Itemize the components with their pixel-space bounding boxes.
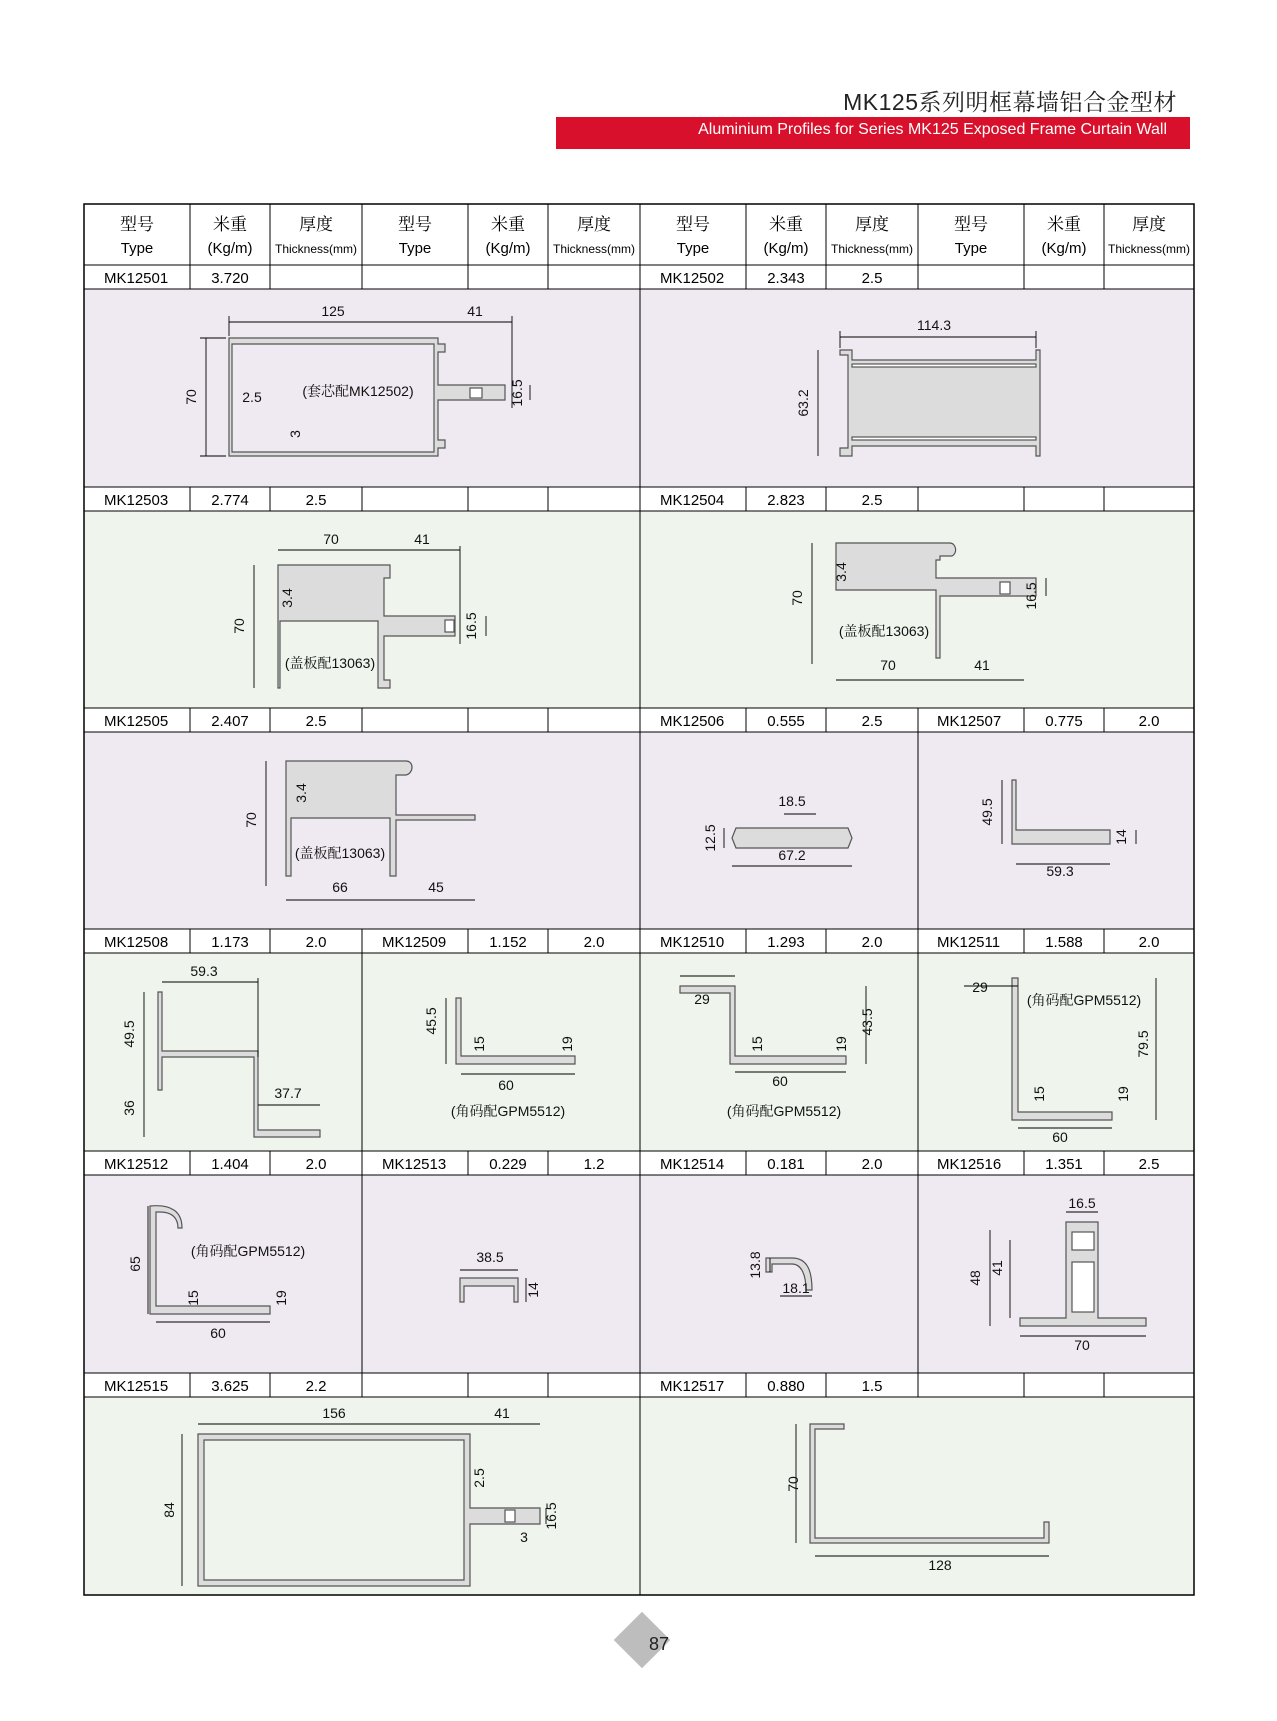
weight-cell: 1.152 bbox=[489, 934, 527, 951]
svg-text:79.5: 79.5 bbox=[1135, 1030, 1151, 1058]
type-cell: MK12513 bbox=[382, 1156, 447, 1173]
svg-text:60: 60 bbox=[1052, 1129, 1068, 1145]
svg-text:66: 66 bbox=[332, 879, 348, 895]
svg-text:41: 41 bbox=[494, 1405, 510, 1421]
type-cell: MK12516 bbox=[937, 1156, 1002, 1173]
svg-text:型号: 型号 bbox=[676, 215, 710, 234]
weight-cell: 1.293 bbox=[767, 934, 805, 951]
page-number: 87 bbox=[648, 1634, 670, 1654]
svg-text:84: 84 bbox=[161, 1502, 177, 1518]
thick-cell: 2.0 bbox=[1138, 934, 1160, 951]
thick-cell: 1.2 bbox=[583, 1156, 605, 1173]
weight-cell: 2.823 bbox=[767, 492, 805, 509]
svg-text:米重: 米重 bbox=[1047, 215, 1081, 234]
svg-text:米重: 米重 bbox=[213, 215, 247, 234]
thick-cell: 2.2 bbox=[305, 1378, 327, 1395]
svg-text:70: 70 bbox=[231, 618, 247, 634]
svg-text:19: 19 bbox=[1115, 1086, 1131, 1102]
weight-cell: 0.181 bbox=[767, 1156, 805, 1173]
svg-text:(Kg/m): (Kg/m) bbox=[1041, 240, 1087, 257]
svg-text:19: 19 bbox=[833, 1036, 849, 1052]
weight-cell: 1.588 bbox=[1045, 934, 1083, 951]
svg-text:19: 19 bbox=[559, 1036, 575, 1052]
svg-text:15: 15 bbox=[185, 1290, 201, 1306]
svg-text:70: 70 bbox=[243, 812, 259, 828]
svg-text:38.5: 38.5 bbox=[476, 1249, 504, 1265]
weight-cell: 0.555 bbox=[767, 713, 805, 730]
thick-cell: 2.0 bbox=[305, 934, 327, 951]
svg-text:48: 48 bbox=[967, 1270, 983, 1286]
section-backgrounds bbox=[84, 289, 1194, 1595]
svg-text:3: 3 bbox=[520, 1529, 528, 1545]
svg-text:16.5: 16.5 bbox=[463, 612, 479, 640]
weight-cell: 2.343 bbox=[767, 270, 805, 287]
svg-text:3: 3 bbox=[287, 430, 303, 438]
svg-text:(角码配GPM5512): (角码配GPM5512) bbox=[726, 1103, 842, 1119]
svg-text:(盖板配13063): (盖板配13063) bbox=[294, 845, 386, 861]
svg-text:2.5: 2.5 bbox=[471, 1468, 487, 1488]
type-cell: MK12509 bbox=[382, 934, 447, 951]
svg-text:18.1: 18.1 bbox=[782, 1280, 810, 1296]
svg-text:41: 41 bbox=[414, 531, 430, 547]
thick-cell: 2.5 bbox=[861, 492, 883, 509]
svg-text:(盖板配13063): (盖板配13063) bbox=[284, 655, 376, 671]
svg-text:45: 45 bbox=[428, 879, 444, 895]
svg-text:(Kg/m): (Kg/m) bbox=[485, 240, 531, 257]
svg-text:41: 41 bbox=[974, 657, 990, 673]
type-cell: MK12512 bbox=[104, 1156, 169, 1173]
svg-text:Thickness(mm): Thickness(mm) bbox=[552, 242, 636, 256]
svg-text:14: 14 bbox=[1113, 829, 1129, 845]
svg-text:67.2: 67.2 bbox=[778, 847, 806, 863]
svg-text:70: 70 bbox=[183, 389, 199, 405]
thick-cell: 2.5 bbox=[305, 713, 327, 730]
svg-text:15: 15 bbox=[749, 1036, 765, 1052]
svg-text:16.5: 16.5 bbox=[509, 379, 525, 407]
svg-text:156: 156 bbox=[322, 1405, 346, 1421]
dimension-lines bbox=[144, 316, 1156, 1586]
svg-text:14: 14 bbox=[525, 1282, 541, 1298]
thick-cell: 2.5 bbox=[1138, 1156, 1160, 1173]
weight-cell: 2.407 bbox=[211, 713, 249, 730]
thick-cell: 2.5 bbox=[861, 713, 883, 730]
svg-text:41: 41 bbox=[467, 303, 483, 319]
svg-text:厚度: 厚度 bbox=[299, 215, 333, 234]
svg-text:2.5: 2.5 bbox=[242, 389, 262, 405]
page-title-en: Aluminium Profiles for Series MK125 Exposed Frame Curtain Wall bbox=[698, 121, 1167, 138]
thick-cell: 2.0 bbox=[861, 934, 883, 951]
svg-text:(Kg/m): (Kg/m) bbox=[207, 240, 253, 257]
type-cell: MK12502 bbox=[660, 270, 725, 287]
thick-cell: 2.0 bbox=[305, 1156, 327, 1173]
type-cell: MK12510 bbox=[660, 934, 725, 951]
svg-text:49.5: 49.5 bbox=[979, 798, 995, 826]
type-cell: MK12503 bbox=[104, 492, 169, 509]
svg-text:70: 70 bbox=[1074, 1337, 1090, 1353]
svg-text:45.5: 45.5 bbox=[423, 1007, 439, 1035]
weight-cell: 0.229 bbox=[489, 1156, 527, 1173]
weight-cell: 2.774 bbox=[211, 492, 249, 509]
svg-text:114.3: 114.3 bbox=[917, 317, 951, 333]
type-cell: MK12508 bbox=[104, 934, 169, 951]
weight-cell: 0.880 bbox=[767, 1378, 805, 1395]
weight-cell: 3.720 bbox=[211, 270, 249, 287]
svg-text:41: 41 bbox=[989, 1260, 1005, 1276]
svg-text:Thickness(mm): Thickness(mm) bbox=[1107, 242, 1191, 256]
svg-text:3.4: 3.4 bbox=[833, 562, 849, 582]
svg-text:65: 65 bbox=[127, 1256, 143, 1272]
svg-text:米重: 米重 bbox=[769, 215, 803, 234]
thick-cell: 2.0 bbox=[861, 1156, 883, 1173]
svg-text:49.5: 49.5 bbox=[121, 1020, 137, 1048]
svg-text:(角码配GPM5512): (角码配GPM5512) bbox=[1026, 992, 1142, 1008]
svg-text:15: 15 bbox=[471, 1036, 487, 1052]
thick-cell: 2.5 bbox=[861, 270, 883, 287]
weight-cell: 1.351 bbox=[1045, 1156, 1083, 1173]
thick-cell: 1.5 bbox=[861, 1378, 883, 1395]
svg-text:19: 19 bbox=[273, 1290, 289, 1306]
svg-text:3.4: 3.4 bbox=[279, 588, 295, 608]
type-cell: MK12505 bbox=[104, 713, 169, 730]
table-header bbox=[120, 215, 1190, 257]
type-cell: MK12504 bbox=[660, 492, 725, 509]
svg-text:60: 60 bbox=[210, 1325, 226, 1341]
svg-text:厚度: 厚度 bbox=[577, 215, 611, 234]
svg-text:米重: 米重 bbox=[491, 215, 525, 234]
svg-text:3.4: 3.4 bbox=[293, 783, 309, 803]
svg-text:Type: Type bbox=[676, 240, 710, 257]
svg-text:125: 125 bbox=[321, 303, 345, 319]
svg-text:59.3: 59.3 bbox=[190, 963, 218, 979]
svg-text:16.5: 16.5 bbox=[543, 1502, 559, 1530]
type-cell: MK12517 bbox=[660, 1378, 725, 1395]
type-cell: MK12515 bbox=[104, 1378, 169, 1395]
svg-text:(盖板配13063): (盖板配13063) bbox=[838, 623, 930, 639]
svg-text:60: 60 bbox=[772, 1073, 788, 1089]
svg-text:36: 36 bbox=[121, 1100, 137, 1116]
svg-text:29: 29 bbox=[972, 979, 988, 995]
svg-text:型号: 型号 bbox=[398, 215, 432, 234]
svg-text:Type: Type bbox=[398, 240, 432, 257]
profile-mk12506 bbox=[732, 828, 852, 848]
svg-text:Type: Type bbox=[954, 240, 988, 257]
svg-text:29: 29 bbox=[694, 991, 710, 1007]
weight-cell: 0.775 bbox=[1045, 713, 1083, 730]
profile-mk12502 bbox=[840, 350, 1040, 456]
thick-cell: 2.0 bbox=[583, 934, 605, 951]
svg-text:Thickness(mm): Thickness(mm) bbox=[830, 242, 914, 256]
svg-text:70: 70 bbox=[789, 590, 805, 606]
svg-text:型号: 型号 bbox=[120, 215, 154, 234]
thick-cell: 2.5 bbox=[305, 492, 327, 509]
svg-text:厚度: 厚度 bbox=[1132, 215, 1166, 234]
svg-text:37.7: 37.7 bbox=[274, 1085, 302, 1101]
svg-text:(套芯配MK12502): (套芯配MK12502) bbox=[302, 383, 414, 399]
weight-cell: 3.625 bbox=[211, 1378, 249, 1395]
svg-text:70: 70 bbox=[785, 1476, 801, 1492]
svg-text:70: 70 bbox=[323, 531, 339, 547]
svg-text:15: 15 bbox=[1031, 1086, 1047, 1102]
svg-text:16.5: 16.5 bbox=[1023, 582, 1039, 610]
svg-text:43.5: 43.5 bbox=[859, 1008, 875, 1036]
svg-text:Thickness(mm): Thickness(mm) bbox=[274, 242, 358, 256]
svg-text:12.5: 12.5 bbox=[702, 824, 718, 852]
svg-text:型号: 型号 bbox=[954, 215, 988, 234]
weight-cell: 1.404 bbox=[211, 1156, 249, 1173]
svg-text:Type: Type bbox=[120, 240, 154, 257]
type-cell: MK12501 bbox=[104, 270, 169, 287]
svg-text:(Kg/m): (Kg/m) bbox=[763, 240, 809, 257]
svg-text:(角码配GPM5512): (角码配GPM5512) bbox=[450, 1103, 566, 1119]
weight-cell: 1.173 bbox=[211, 934, 249, 951]
type-cell: MK12506 bbox=[660, 713, 725, 730]
type-cell: MK12507 bbox=[937, 713, 1002, 730]
thick-cell: 2.0 bbox=[1138, 713, 1160, 730]
svg-text:70: 70 bbox=[880, 657, 896, 673]
type-cell: MK12511 bbox=[937, 934, 1001, 951]
svg-text:(角码配GPM5512): (角码配GPM5512) bbox=[190, 1243, 306, 1259]
svg-text:128: 128 bbox=[928, 1557, 952, 1573]
svg-text:厚度: 厚度 bbox=[855, 215, 889, 234]
svg-text:18.5: 18.5 bbox=[778, 793, 806, 809]
type-cell: MK12514 bbox=[660, 1156, 725, 1173]
svg-text:63.2: 63.2 bbox=[795, 389, 811, 417]
svg-text:60: 60 bbox=[498, 1077, 514, 1093]
svg-text:13.8: 13.8 bbox=[747, 1251, 763, 1279]
svg-text:16.5: 16.5 bbox=[1068, 1195, 1096, 1211]
svg-text:59.3: 59.3 bbox=[1046, 863, 1074, 879]
page-title-cn: MK125系列明框幕墙铝合金型材 bbox=[843, 89, 1177, 115]
